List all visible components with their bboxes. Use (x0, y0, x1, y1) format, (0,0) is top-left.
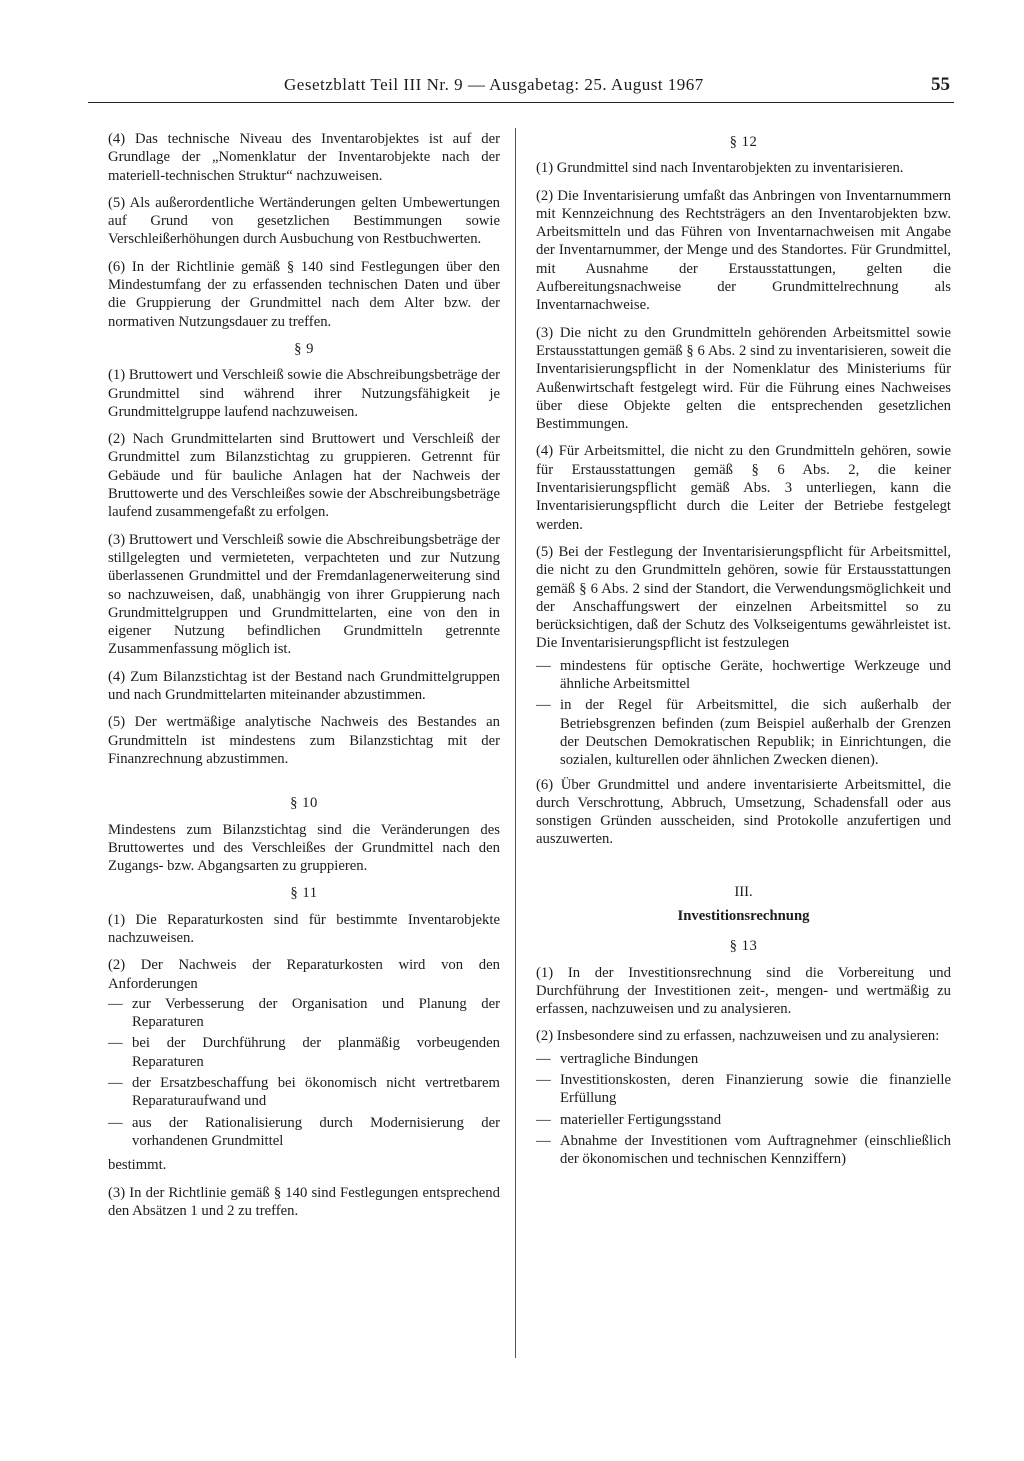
paragraph: (2) Die Inventarisierung umfaßt das Anbringen von Inventarnummern mit Kennzeichnung des Rechtsträgers an den Inventarobjekten bzw. Arbeitsmitteln und das Führen von Inventarnachweisen mit Angabe der Inventarnummer, der Menge und des Standortes. Für Grundmittel, mit Ausnahme der Erstausstattungen, gelten die Aufbereitungsnachweise der Grundmittelrechnung als Inventarnachweise. (536, 187, 951, 314)
section-heading: § 13 (729, 938, 758, 955)
paragraph: (1) Grundmittel sind nach Inventarobjekten zu inventarisieren. (536, 160, 904, 177)
list-item: — aus der Rationalisierung durch Modernisierung der vorhandenen Grundmittel (108, 1114, 500, 1151)
list-item: — zur Verbesserung der Organisation und Planung der Reparaturen (108, 995, 500, 1032)
section-heading: § 10 (290, 795, 318, 812)
paragraph: (4) Zum Bilanzstichtag ist der Bestand nach Grundmittelgruppen und nach Grundmittelarten miteinander abzustimmen. (108, 668, 500, 704)
section-heading: § 11 (290, 885, 318, 902)
paragraph: (5) Der wertmäßige analytische Nachweis des Bestandes an Grundmitteln ist mindestens zum Bilanzstichtag mit der Finanzrechnung abzustimmen. (108, 714, 500, 767)
header-title: Gesetzblatt Teil III Nr. 9 — Ausgabetag: 25. August 1967 (284, 75, 704, 94)
part-heading: Investitionsrechnung (677, 907, 810, 924)
section-heading: § 9 (294, 340, 314, 357)
paragraph: (1) Die Reparaturkosten sind für bestimmte Inventarobjekte nachzuweisen. (108, 911, 500, 946)
paragraph: (2) Der Nachweis der Reparaturkosten wird von den Anforderungen (108, 957, 500, 992)
paragraph: (3) In der Richtlinie gemäß § 140 sind Festlegungen entsprechend den Absätzen 1 und 2 zu treffen. (108, 1184, 500, 1219)
paragraph: (5) Als außerordentliche Wertänderungen gelten Umbewertungen auf Grund von gesetzlichen Bestimmungen sowie Verschleißerhöhungen durch Ausbuchung von Restbuchwerten. (108, 194, 500, 248)
paragraph: (2) Nach Grundmittelarten sind Bruttowert und Verschleiß der Grundmittel zum Bilanzstichtag zu gruppieren. Getrennt für Gebäude und für bauliche Anlagen hat der Nachweis der Bruttowerte und des Verschleißes sowie der Abschreibungsbeträge laufend zusammengefaßt zu erfolgen. (108, 431, 500, 521)
dash-list (536, 657, 951, 770)
list-item: — in der Regel für Arbeitsmittel, die sich außerhalb der Betriebsgrenzen befinden (zum Beispiel außerhalb der Grenzen der Deutschen Demokratischen Republik; in Einrichtungen, die sozialen, kulturellen oder ähnlichen Zwecken dienen). (536, 696, 951, 769)
paragraph: (1) Bruttowert und Verschleiß sowie die Abschreibungsbeträge der Grundmittel sind während ihrer Nutzungsfähigkeit je Grundmittelgruppe laufend nachzuweisen. (108, 367, 500, 420)
page-header (88, 70, 954, 103)
paragraph: (4) Das technische Niveau des Inventarobjektes ist auf der Grundlage der „Nomenklatur der Inventarobjekte nach der materiell-technischen Struktur“ nachzuweisen. (108, 131, 500, 184)
list-item: — der Ersatzbeschaffung bei ökonomisch nicht vertretbarem Reparaturaufwand und (108, 1074, 500, 1111)
paragraph: (5) Bei der Festlegung der Inventarisierungspflicht für Arbeitsmittel, die nicht zu den Grundmitteln gehören, sowie für Erstausstattungen gemäß § 6 Abs. 2 sind der Standort, die Verwendungsmöglichkeit und der Anschaffungswert der einzelnen Arbeitsmittel so zu berücksichtigen, daß der Schutz des Volkseigentums gewährleistet ist. Die Inventarisierungspflicht ist festzulegen (536, 543, 951, 652)
dash-list (108, 995, 500, 1150)
list-item: — Abnahme der Investitionen vom Auftragnehmer (einschließlich der ökonomischen und technischen Kennziffern) (536, 1132, 951, 1169)
part-number: III. (734, 883, 753, 900)
list-item: — materieller Fertigungsstand (536, 1111, 951, 1129)
right-column (536, 130, 951, 1175)
section-heading: § 12 (729, 134, 758, 150)
page-number: 55 (931, 74, 950, 95)
paragraph: (2) Insbesondere sind zu erfassen, nachzuweisen und zu analysieren: (536, 1028, 940, 1045)
left-column (108, 130, 500, 1229)
paragraph: (6) In der Richtlinie gemäß § 140 sind Festlegungen über den Mindestumfang der zu erfassenden technischen Daten und über die Gruppierung der Grundmittel nach dem Alter bzw. der normativen Nutzungsdauer zu treffen. (108, 258, 500, 330)
column-divider (515, 128, 516, 1358)
paragraph: (1) In der Investitionsrechnung sind die Vorbereitung und Durchführung der Investitionen zeit-, mengen- und wertmäßig zu erfassen, nachzuweisen und zu analysieren. (536, 964, 951, 1018)
paragraph: (3) Bruttowert und Verschleiß sowie die Abschreibungsbeträge der stillgelegten und vermieteten, verpachteten und zur Nutzung überlassenen Grundmittel und der Fremdanlagenerweiterung sind so nachzuweisen, daß, unabhängig von ihrer Gruppierung nach Grundmittelgruppen und Grundmittelarten, eine von den in eigener Nutzung befindlichen Grundmitteln getrennte Zusammenfassung möglich ist. (108, 531, 500, 658)
list-item: — bei der Durchführung der planmäßig vorbeugenden Reparaturen (108, 1034, 500, 1071)
list-item: — vertragliche Bindungen (536, 1050, 951, 1068)
dash-list (536, 1050, 951, 1169)
paragraph: (6) Über Grundmittel und andere inventarisierte Arbeitsmittel, die durch Verschrottung, Abbruch, Umsetzung, Schadensfall oder aus sonstigen Gründen ausscheiden, sind Protokolle anzufertigen und auszuwerten. (536, 776, 951, 848)
paragraph: Mindestens zum Bilanzstichtag sind die Veränderungen des Bruttowertes und des Verschleißes der Grundmittel nach den Zugangs- bzw. Abgangsarten zu gruppieren. (108, 821, 500, 875)
paragraph: (4) Für Arbeitsmittel, die nicht zu den Grundmitteln gehören, sowie für Erstausstattungen gemäß § 6 Abs. 2, die keiner Inventarisierungspflicht gemäß Abs. 3 unterliegen, kann die Inventarisierungspflicht durch die Leiter der Betriebe festgelegt werden. (536, 443, 951, 533)
paragraph: (3) Die nicht zu den Grundmitteln gehörenden Arbeitsmittel sowie Erstausstattungen gemäß § 6 Abs. 2 sind zu inventarisieren, soweit die Inventarisierungspflicht in der Nomenklatur des Ministeriums für Außenwirtschaft festgelegt wird. Für die Führung eines Nachweises über diese Objekte gelten die entsprechenden gesetzlichen Bestimmungen. (536, 324, 951, 433)
paragraph: bestimmt. (108, 1157, 167, 1174)
list-item: — mindestens für optische Geräte, hochwertige Werkzeuge und ähnliche Arbeitsmittel (536, 657, 951, 694)
list-item: — Investitionskosten, deren Finanzierung sowie die finanzielle Erfüllung (536, 1071, 951, 1108)
